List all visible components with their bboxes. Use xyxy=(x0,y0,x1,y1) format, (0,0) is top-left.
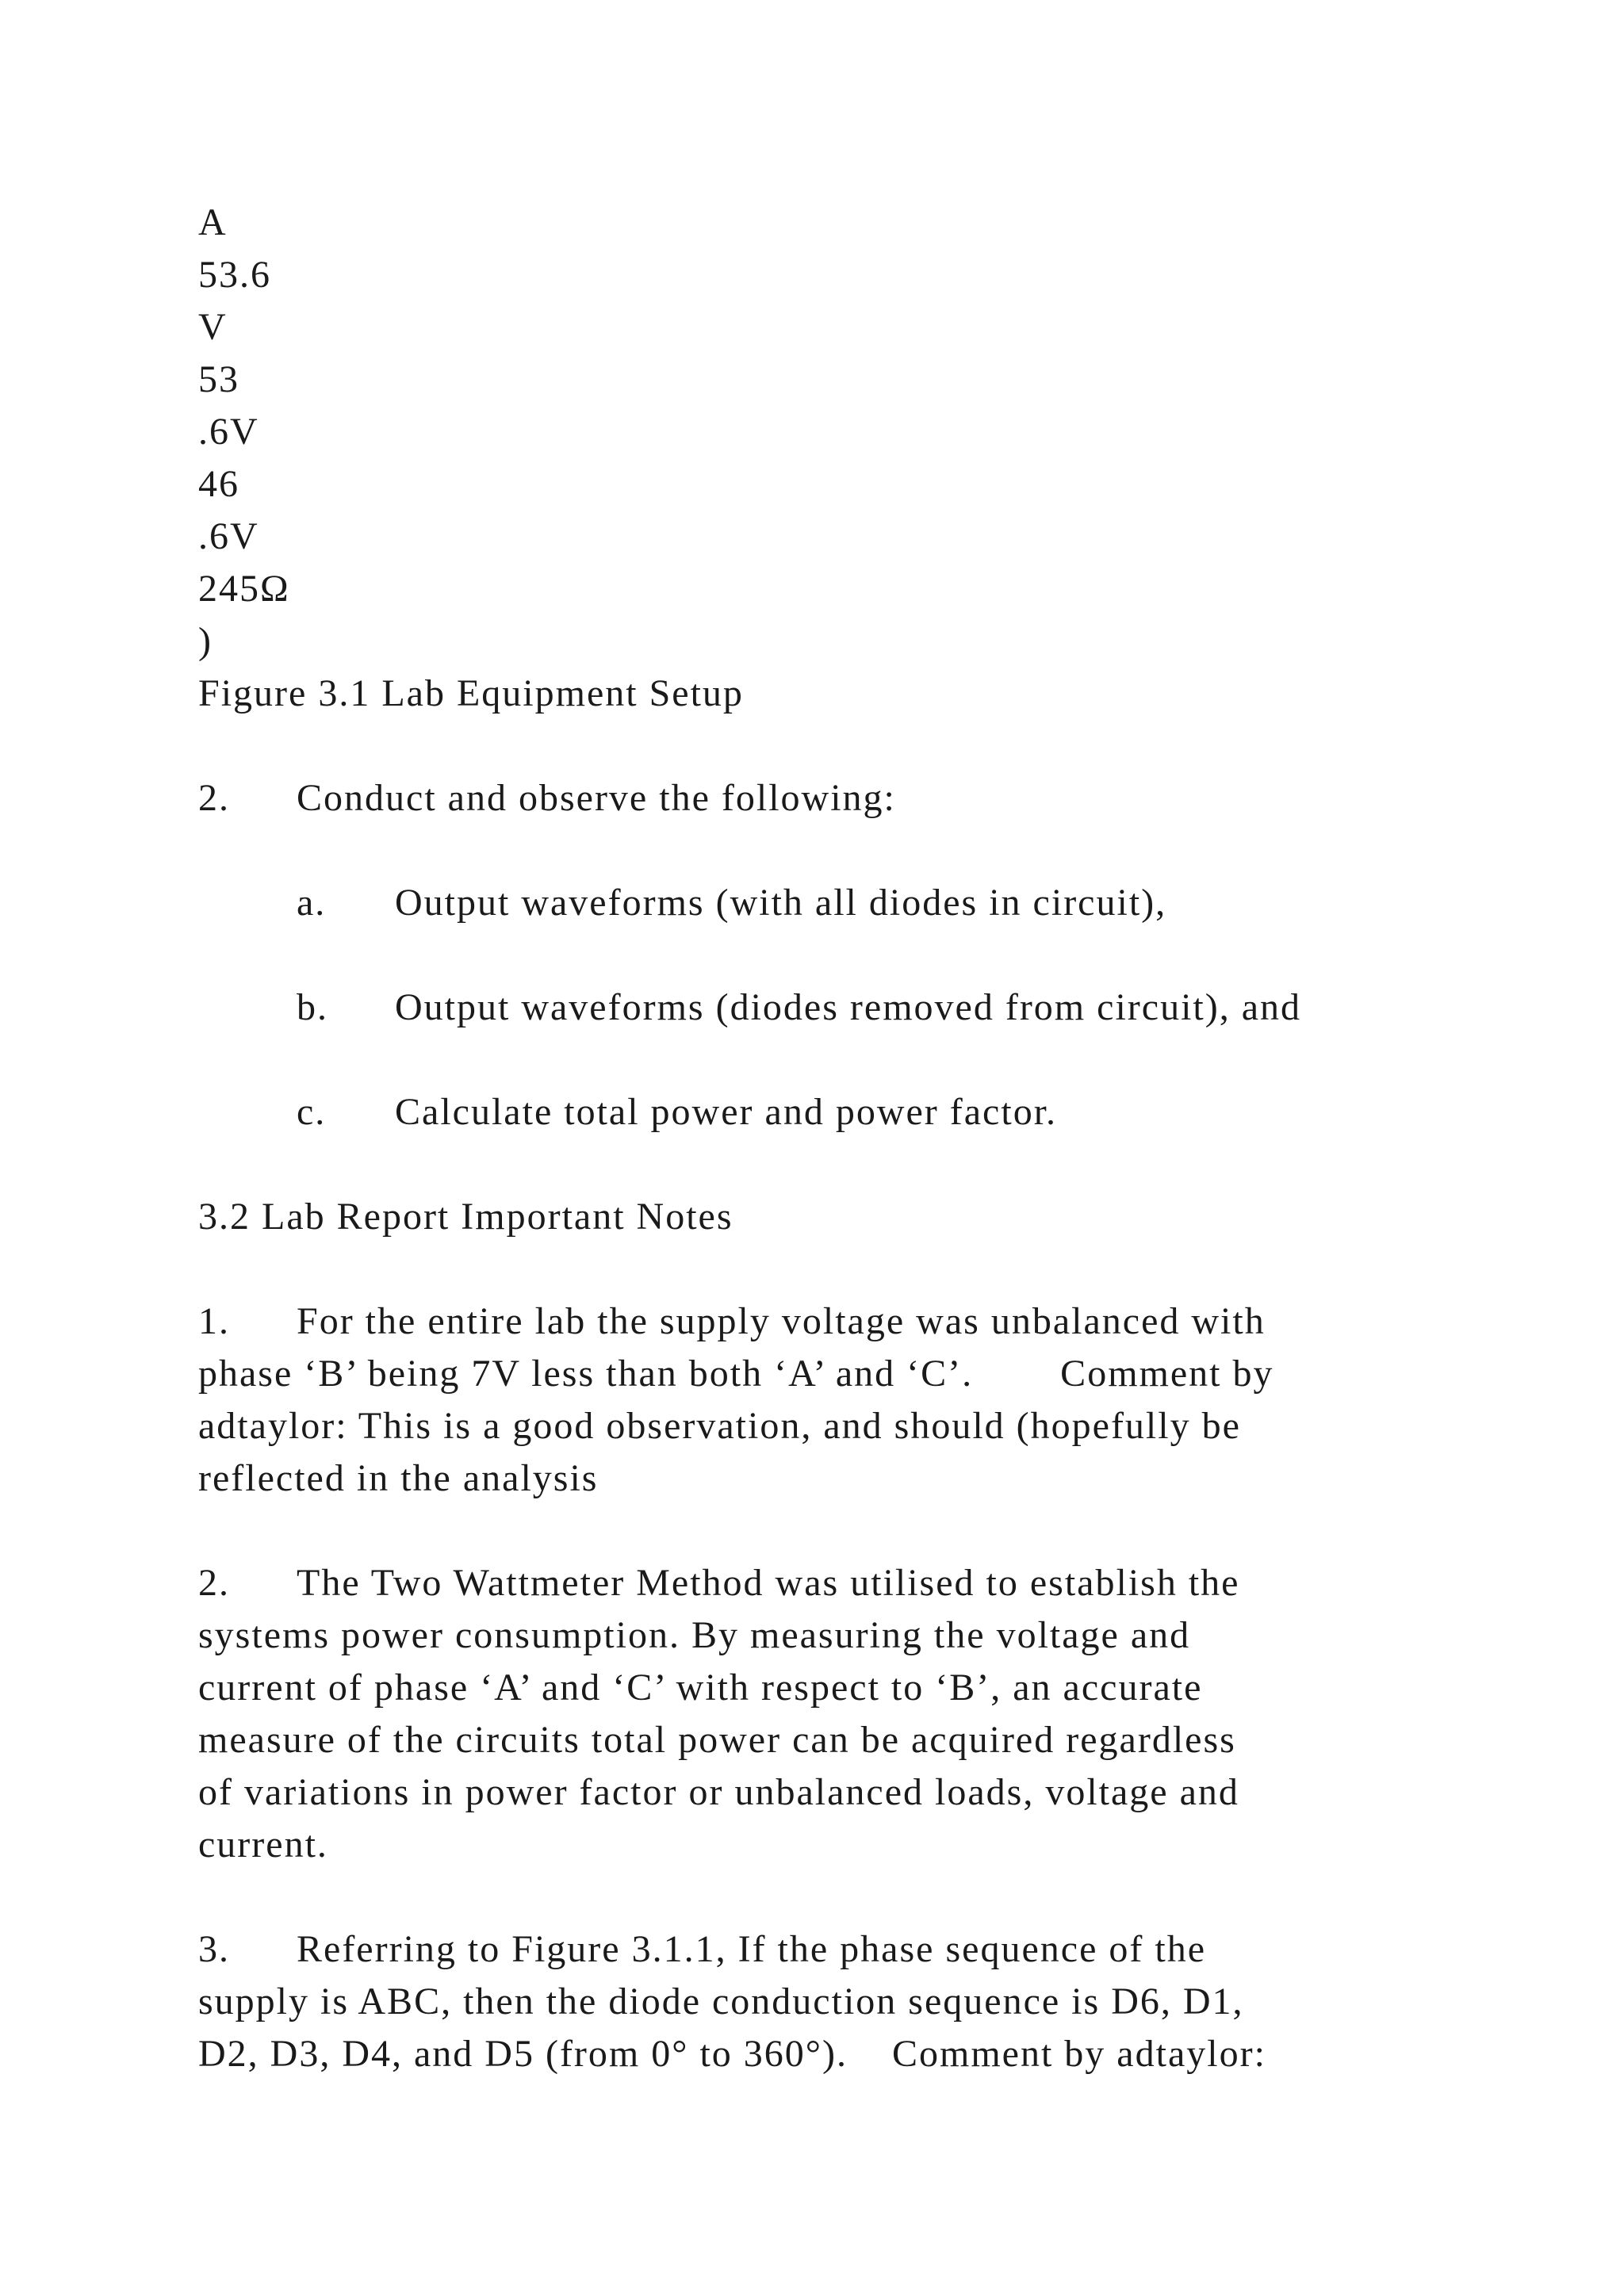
note-1 xyxy=(198,1295,1451,1505)
step-2-item-c xyxy=(297,1086,1597,1138)
diagram-label-voltage-2b: .6V xyxy=(198,411,259,453)
note-2-line-6: current. xyxy=(198,1823,328,1866)
note-1-line-3: adtaylor: This is a good observation, and should (hopefully be xyxy=(198,1405,1241,1447)
note-2-line-5: of variations in power factor or unbalanced loads, voltage and xyxy=(198,1771,1239,1813)
item-a-label: a. xyxy=(297,882,327,924)
item-a-text: Output waveforms (with all diodes in circuit), xyxy=(395,882,1167,924)
step-2-number: 2. xyxy=(198,777,230,819)
note-2-text-1: The Two Wattmeter Method was utilised to establish the xyxy=(297,1562,1240,1604)
item-c-label: c. xyxy=(297,1091,327,1133)
note-2 xyxy=(198,1557,1451,1871)
note-1-number: 1. xyxy=(198,1300,230,1342)
diagram-label-voltage-3b: .6V xyxy=(198,515,259,557)
step-2 xyxy=(198,772,1499,825)
diagram-label-voltage-3a: 46 xyxy=(198,463,239,505)
item-b-label: b. xyxy=(297,986,328,1028)
step-2-item-b xyxy=(297,982,1597,1034)
diagram-label-a: A xyxy=(198,201,228,243)
note-3 xyxy=(198,1923,1451,2080)
note-1-text-2: phase ‘B’ being 7V less than both ‘A’ and ‘C’. xyxy=(198,1353,974,1395)
note-3-comment-marker: Comment by adtaylor: xyxy=(891,2033,1266,2075)
note-3-line-2: supply is ABC, then the diode conduction sequence is D6, D1, xyxy=(198,1980,1244,2022)
note-2-line-1 xyxy=(198,1557,1451,1609)
note-2-line-2: systems power consumption. By measuring the voltage and xyxy=(198,1614,1191,1656)
note-2-line-3: current of phase ‘A’ and ‘C’ with respect to ‘B’, an accurate xyxy=(198,1667,1203,1709)
note-1-line-4: reflected in the analysis xyxy=(198,1457,599,1499)
note-1-text-1: For the entire lab the supply voltage was unbalanced with xyxy=(297,1300,1266,1342)
note-1-line-1 xyxy=(198,1295,1451,1348)
note-1-line-2 xyxy=(198,1348,1451,1400)
diagram-label-voltage-1: 53.6 xyxy=(198,254,271,296)
note-3-line-3 xyxy=(198,2028,1451,2080)
note-3-text-3: D2, D3, D4, and D5 (from 0° to 360°). xyxy=(198,2033,848,2075)
note-3-number: 3. xyxy=(198,1928,230,1970)
step-2-item-a xyxy=(297,877,1597,929)
note-3-text-1: Referring to Figure 3.1.1, If the phase sequence of the xyxy=(297,1928,1206,1970)
step-2-text: Conduct and observe the following: xyxy=(297,777,896,819)
note-3-line-1 xyxy=(198,1923,1451,1976)
note-2-number: 2. xyxy=(198,1562,230,1604)
item-c-text: Calculate total power and power factor. xyxy=(395,1091,1058,1133)
diagram-label-resistance: 245Ω xyxy=(198,568,290,610)
item-b-text: Output waveforms (diodes removed from circuit), and xyxy=(395,986,1302,1028)
note-1-comment-marker: Comment by xyxy=(1060,1353,1274,1395)
note-2-line-4: measure of the circuits total power can be acquired regardless xyxy=(198,1719,1236,1761)
diagram-label-voltage-2a: 53 xyxy=(198,358,239,400)
figure-caption: Figure 3.1 Lab Equipment Setup xyxy=(198,672,744,714)
section-heading: 3.2 Lab Report Important Notes xyxy=(198,1196,733,1238)
diagram-label-paren: ) xyxy=(198,620,213,662)
diagram-label-v: V xyxy=(198,306,228,348)
